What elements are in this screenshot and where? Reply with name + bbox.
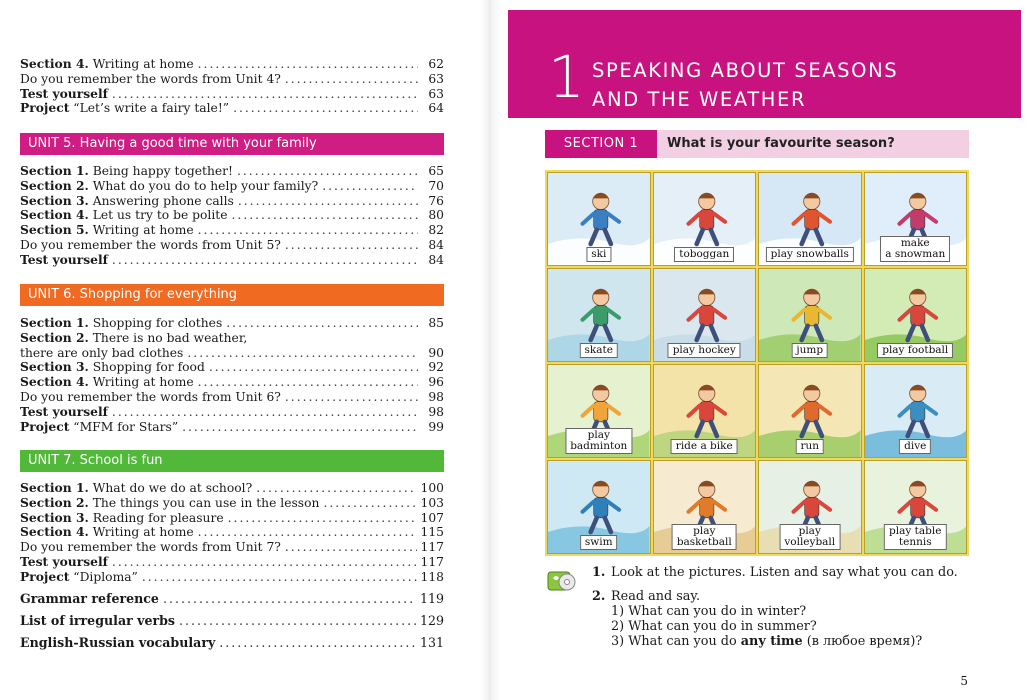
- activity-picture: [758, 460, 862, 554]
- chapter-number: 1: [548, 43, 585, 111]
- left-page-contents: [0, 0, 480, 700]
- toc-entry[interactable]: there are only bad clothes ..... 90: [20, 346, 444, 361]
- toc-entry[interactable]: Section 4. Writing at home ..... 115: [20, 525, 444, 540]
- toc-entry[interactable]: Section 3. Answering phone calls ..... 76: [20, 194, 444, 209]
- activity-picture: [547, 460, 651, 554]
- activity-picture: [547, 268, 651, 362]
- toc-entry[interactable]: Do you remember the words from Unit 5? ..... 84: [20, 238, 444, 253]
- activity-caption: ride a bike: [671, 439, 738, 454]
- toc-entry[interactable]: Grammar reference ..... 119: [20, 592, 444, 607]
- activity-picture: [758, 172, 862, 266]
- activity-caption: dive: [899, 439, 931, 454]
- toc-entry[interactable]: Section 3. Shopping for food ..... 92: [20, 360, 444, 375]
- toc-entry[interactable]: Section 2. What do you do to help your family? ..... 70: [20, 179, 444, 194]
- toc-entry[interactable]: Section 4. Writing at home ..... 96: [20, 375, 444, 390]
- unit-6-entries: [20, 316, 444, 434]
- toc-entry[interactable]: Section 1. Shopping for clothes ..... 85: [20, 316, 444, 331]
- activity-picture: [864, 364, 968, 458]
- toc-entry[interactable]: Test yourself ..... 98: [20, 405, 444, 420]
- activity-picture: [547, 172, 651, 266]
- unit-5-entries: [20, 164, 444, 268]
- toc-entry[interactable]: Section 2. There is no bad weather,: [20, 329, 248, 345]
- exercise-2-item-3: 3) What can you do any time (в любое время)?: [611, 634, 923, 649]
- unit-6-heading[interactable]: UNIT 6. Shopping for everything: [20, 284, 444, 306]
- toc-entry[interactable]: Do you remember the words from Unit 4? ..... 63: [20, 72, 444, 87]
- toc-entry[interactable]: Do you remember the words from Unit 7? ..... 117: [20, 540, 444, 555]
- toc-entry[interactable]: Test yourself ..... 84: [20, 253, 444, 268]
- toc-entry[interactable]: English-Russian vocabulary ..... 131: [20, 636, 444, 651]
- activity-caption: swim: [580, 535, 618, 550]
- activity-picture: [653, 460, 757, 554]
- activity-caption: play basketball: [672, 524, 737, 550]
- toc-entry[interactable]: Test yourself ..... 117: [20, 555, 444, 570]
- toc-entry[interactable]: Test yourself ..... 63: [20, 87, 444, 102]
- activity-picture: [864, 268, 968, 362]
- activity-picture: [653, 364, 757, 458]
- exercises: [545, 565, 975, 649]
- chapter-banner: [508, 10, 1021, 118]
- toc-entry[interactable]: Project “Let’s write a fairy tale!” ..... 64: [20, 101, 444, 116]
- activity-picture: [758, 268, 862, 362]
- toc-bottom-group: [20, 592, 444, 650]
- toc-entry[interactable]: Project “MFM for Stars” ..... 99: [20, 420, 444, 435]
- activity-caption: play hockey: [668, 343, 741, 358]
- toc-entry[interactable]: Project “Diploma” ..... 118: [20, 570, 444, 585]
- toc-entry[interactable]: Section 1. Being happy together! ..... 65: [20, 164, 444, 179]
- exercise-1: 1. Look at the pictures. Listen and say what you can do.: [592, 565, 958, 580]
- section-tag: SECTION 1: [545, 130, 657, 158]
- toc-entry[interactable]: Do you remember the words from Unit 6? ..... 98: [20, 390, 444, 405]
- toc-entry[interactable]: Section 5. Writing at home ..... 82: [20, 223, 444, 238]
- activity-caption: play volleyball: [779, 524, 840, 550]
- page-number: 5: [960, 674, 968, 688]
- unit-7-entries: [20, 481, 444, 585]
- chapter-title: SPEAKING ABOUT SEASONS AND THE WEATHER: [592, 59, 899, 111]
- activity-caption: play badminton: [565, 428, 632, 454]
- activity-picture: [864, 172, 968, 266]
- toc-top-group: [20, 57, 444, 116]
- toc-entry[interactable]: Section 1. What do we do at school? ..... 100: [20, 481, 444, 496]
- section-heading: [545, 130, 969, 158]
- activity-caption: ski: [586, 247, 611, 262]
- book-gutter: [480, 0, 500, 700]
- exercise-2: 2. Read and say. 1) What can you do in winter? 2) What can you do in summer? 3) What can you do any time (в любое время)?: [545, 589, 975, 649]
- right-page: [500, 0, 1030, 700]
- activity-caption: play football: [877, 343, 953, 358]
- activity-caption: run: [795, 439, 824, 454]
- toc-entry[interactable]: Section 2. The things you can use in the lesson ..... 103: [20, 496, 444, 511]
- activity-caption: skate: [580, 343, 618, 358]
- activity-picture: [547, 364, 651, 458]
- activity-caption: play table tennis: [884, 524, 946, 550]
- activity-caption: jump: [791, 343, 828, 358]
- activity-caption: toboggan: [674, 247, 734, 262]
- section-question: What is your favourite season?: [667, 136, 895, 151]
- activity-caption: make a snowman: [880, 236, 950, 262]
- activity-picture: [864, 460, 968, 554]
- activity-picture: [653, 172, 757, 266]
- toc-entry[interactable]: Section 4. Writing at home ..... 62: [20, 57, 444, 72]
- activity-caption: play snowballs: [766, 247, 854, 262]
- unit-5-heading[interactable]: UNIT 5. Having a good time with your family: [20, 133, 444, 155]
- toc-entry[interactable]: Section 3. Reading for pleasure ..... 107: [20, 511, 444, 526]
- activity-picture: [653, 268, 757, 362]
- toc-entry[interactable]: List of irregular verbs ..... 129: [20, 614, 444, 629]
- activity-picture-grid: [545, 170, 969, 556]
- activity-picture: [758, 364, 862, 458]
- unit-7-heading[interactable]: UNIT 7. School is fun: [20, 450, 444, 472]
- toc-entry[interactable]: Section 4. Let us try to be polite ..... 80: [20, 208, 444, 223]
